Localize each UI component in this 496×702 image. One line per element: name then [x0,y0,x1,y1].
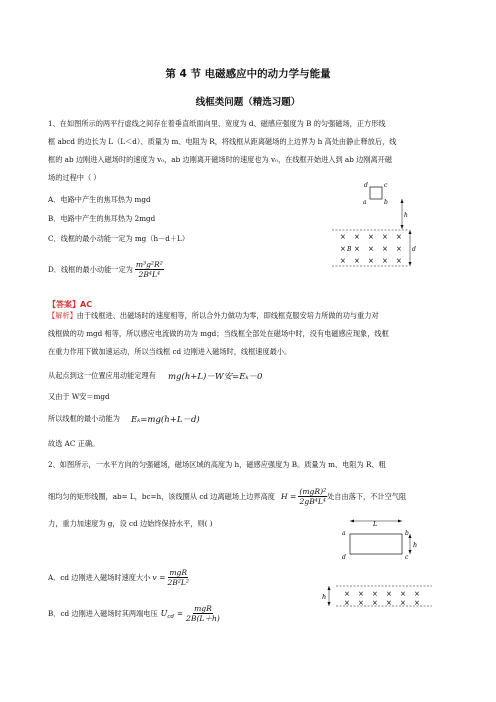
q1-label-h: h [404,212,408,219]
q1-step-2-text: 又由于 W安＝mgd [48,392,110,401]
q1-option-a: A．电路中产生的焦耳热为 mgd [48,195,151,204]
q1-answer [48,292,92,311]
q2-option-b-num: mgR [194,604,212,613]
q2-option-a [48,568,189,587]
q2-H-symbol: H = [280,491,297,501]
q1-cross: × [340,257,346,265]
q1-analysis-line-2: 线框做的功 mgd 相等，所以感应电流做的功为 mgd；当线框全部处在磁场中时，没有电磁感应现象，线框 [48,329,389,338]
q2-h-arrowhead-bottom [409,550,412,554]
q1-option-c: C．线框的最小动能一定为 mg（h－d＋L） [48,234,190,243]
q2-option-b-eq: = [177,608,184,618]
q1-label-d: d [364,182,368,189]
q2-cross: × [358,599,364,607]
q1-step-1-equation: mg(h+L)－W安=Eₖ－0 [168,372,263,382]
q1-answer-value: AC [80,300,93,309]
q2-label-c: c [405,554,409,561]
q2-H-num: (mgR)² [299,487,327,496]
q2-cross: × [400,599,406,607]
q1-label-b: b [384,199,388,206]
q1-cross: × [354,257,360,265]
q1-step-1-text: 从起点到这一位置应用动能定理有 [48,371,156,380]
q1-option-b: B．电路中产生的焦耳热为 2mgd [48,214,156,223]
q2-L-arrowhead-right [398,520,402,523]
q1-cross: × [354,233,360,241]
q1-line-2: 框 abcd 的边长为 L（L＜d）、质量为 m、电阻为 R，将线框从距离磁场的上边界为 h 高处由静止释放后，线 [48,137,397,146]
q2-L-arrowhead-left [350,520,354,523]
q1-cross: × [396,257,402,265]
q1-option-d [48,260,164,279]
q2-line-2-suffix: 处自由落下，不计空气阻 [327,491,407,501]
q2-label-b: b [405,530,409,537]
q1-cross: × [396,233,402,241]
q1-d-arrowhead-bottom [409,262,412,266]
q1-cross: × [368,233,374,241]
q1-step-3-equation: Eₖ=mg(h+L－d) [131,415,200,425]
q2-cross: × [414,590,420,598]
q1-h-arrowhead-bottom [401,225,404,229]
q2-label-h: h [413,541,418,549]
q2-option-b-den: 2B(L＋h) [186,614,220,623]
q2-h2-arrowhead-top [328,586,331,590]
q1-conclusion: 故选 AC 正确。 [48,439,100,448]
q1-answer-tag: 【答案】 [48,300,80,309]
q2-option-b-u: U [160,608,168,618]
q1-label-dd: d [412,246,416,253]
q2-option-b-fraction [186,604,220,623]
q2-h-arrowhead-top [409,534,412,538]
q1-option-d-den: 2B⁴L⁴ [138,270,161,279]
q2-figure [314,518,434,610]
page-title: 第 4 节 电磁感应中的动力学与能量 [165,68,331,80]
q2-label-L: L [373,520,378,528]
q2-option-a-v: v = [152,572,166,582]
q1-label-c: c [384,182,388,189]
q2-option-a-num: mgR [169,568,188,577]
q1-line-1: 1、在如图所示的两平行虚线之间存在着垂直纸面向里、宽度为 d、磁感应强度为 B 的匀强磁场，正方形线 [48,119,386,128]
q2-line-2 [48,487,406,506]
q2-line-2-prefix: 细均匀的矩形线圈，ab= L，bc=h，该线圈从 cd 边离磁场上边界高度 [48,491,275,501]
q1-cross: × [340,233,346,241]
q1-cross: × [382,233,388,241]
q2-option-a-den: 2B²L² [167,578,189,587]
q1-cross: × [382,245,388,253]
q2-H-den: 2gB⁴L⁴ [299,497,326,506]
q2-label-h2: h [322,593,327,601]
q2-cross: × [372,590,378,598]
q1-cross: × [368,257,374,265]
q1-analysis-line-3: 在重力作用下做加速运动，所以当线框 cd 边刚进入磁场时，线框速度最小。 [48,347,292,356]
q2-label-d: d [342,554,346,561]
q1-cross: × [368,245,374,253]
q2-label-a: a [342,530,346,537]
q2-h2-arrowhead-bottom [328,602,331,606]
q1-line-4: 场的过程中（ ） [48,173,101,182]
q2-option-b-sub: cd [167,613,174,620]
q1-cross: × [340,245,346,253]
q2-line-1: 2、如图所示，一水平方向的匀强磁场，磁场区域的高度为 h，磁感应强度为 B。质量为 m、电阻为 R、粗 [48,460,386,469]
q2-cross: × [372,599,378,607]
q1-square-frame [370,187,382,199]
q2-cross: × [386,599,392,607]
q2-cross: × [400,590,406,598]
q1-option-d-num: m³g²R² [135,260,163,269]
q1-label-a: a [363,199,367,206]
q2-cross: × [386,590,392,598]
q1-figure [330,178,420,272]
q2-field-crosses [344,590,420,607]
q2-option-a-fraction [167,568,189,587]
q2-line-3: 力，重力加速度为 g，设 cd 边始终保持水平，则( ) [48,519,213,528]
q1-analysis-line-1 [48,311,379,321]
q1-step-3-text: 所以线框的最小动能为 [48,414,120,423]
q1-cross: × [354,245,360,253]
q1-analysis-text-1: 由于线框进、出磁场时的速度相等，所以合外力做功为零，即线框克服安培力所做的功与重力对 [76,311,379,320]
q1-h-arrowhead-top [401,199,404,203]
q2-cross: × [344,590,350,598]
q1-line-3: 框的 ab 边刚进入磁场时的速度为 v₀，ab 边刚离开磁场时的速度也为 v₀，在线框开始进入到 ab 边刚离开磁 [48,155,393,164]
q1-option-d-fraction [135,260,164,279]
q1-option-d-label: D．线框的最小动能一定为 [48,264,133,274]
q2-H-fraction [298,487,327,506]
q2-coil-frame [350,534,402,554]
q1-analysis-tag: 【解析】 [48,311,77,320]
q2-option-b-label: B．cd 边刚进入磁场时其两端电压 [48,608,158,618]
q2-option-a-label: A．cd 边刚进入磁场时速度大小 [48,572,151,582]
q1-cross: × [382,257,388,265]
q2-cross: × [358,590,364,598]
q1-d-arrowhead-top [409,230,412,234]
q2-cross: × [344,599,350,607]
q1-label-B: B [347,246,352,253]
q2-cross: × [414,599,420,607]
q1-cross: × [396,245,402,253]
q2-option-b [48,604,220,623]
section-subtitle: 线框类问题（精选习题） [195,97,301,108]
